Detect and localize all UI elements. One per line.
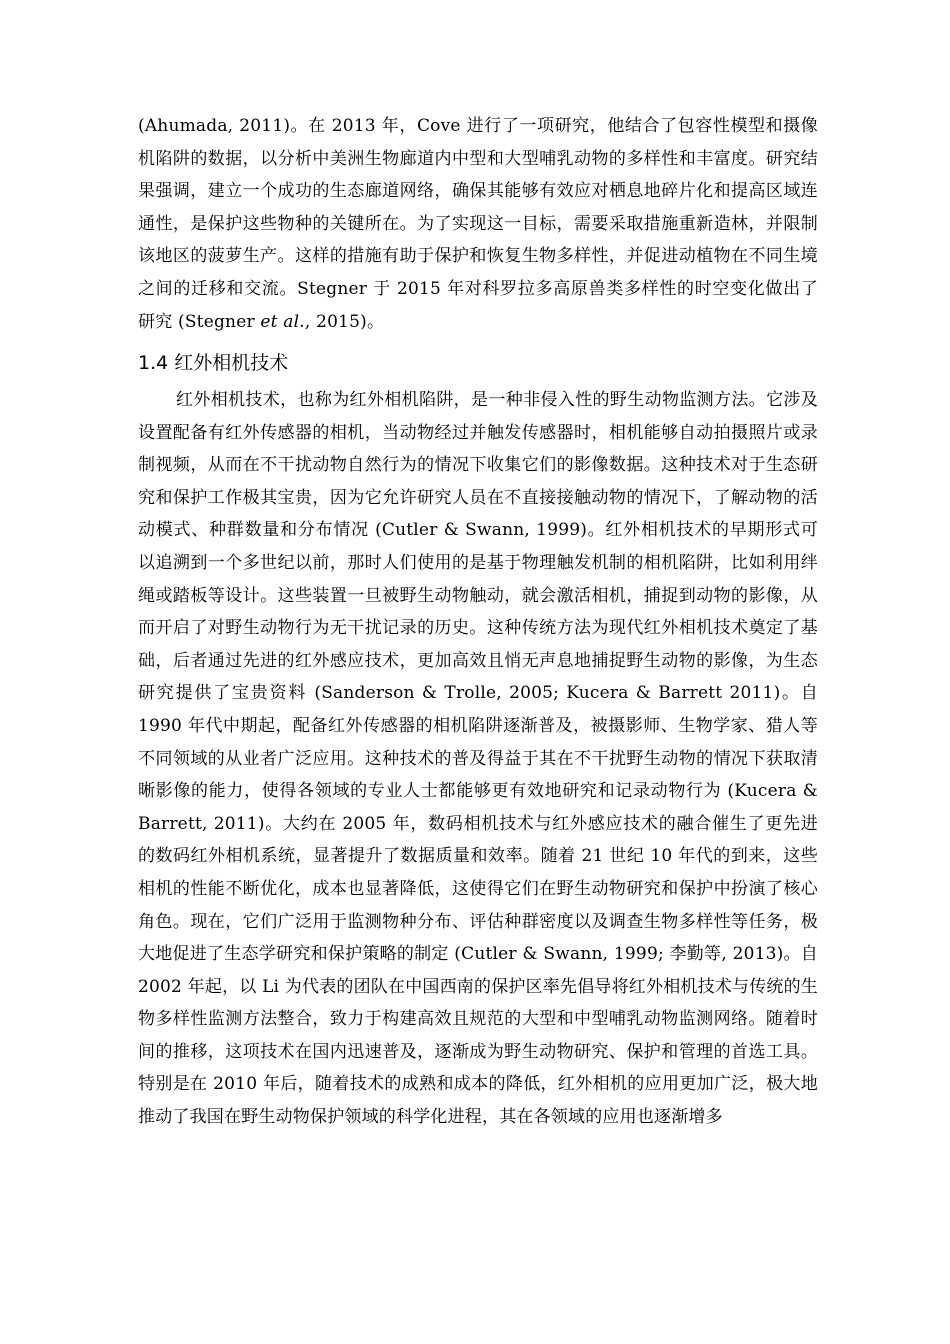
italic-citation-text: et al. [260, 311, 305, 332]
body-paragraph-continued [138, 110, 818, 338]
paragraph-text [138, 110, 818, 338]
paragraph-text-segment: (Ahumada, 2011)。在 2013 年，Cove 进行了一项研究，他结合了包容性模型和摄像机陷阱的数据，以分析中美洲生物廊道内中型和大型哺乳动物的多样性和丰富度。研究结果强调，建立一个成功的生态廊道网络，确保其能够有效应对栖息地碎片化和提高区域连通性，是保护这些物种的关键所在。为了实现这一目标，需要采取措施重新造林，并限制该地区的菠萝生产。这样的措施有助于保护和恢复生物多样性，并促进动植物在不同生境之间的迁移和交流。Stegner 于 2015 年对科罗拉多高原兽类多样性的时空变化做出了研究 (Stegner [138, 116, 818, 332]
section-heading: 1.4 红外相机技术 [138, 352, 289, 374]
body-paragraph [138, 384, 818, 1134]
paragraph-text: 红外相机技术，也称为红外相机陷阱，是一种非侵入性的野生动物监测方法。它涉及设置配备有红外传感器的相机，当动物经过并触发传感器时，相机能够自动拍摄照片或录制视频，从而在不干扰动物自然行为的情况下收集它们的影像数据。这种技术对于生态研究和保护工作极其宝贵，因为它允许研究人员在不直接接触动物的情况下，了解动物的活动模式、种群数量和分布情况 (Cutler & Swann, 1999)。红外相机技术的早期形式可以追溯到一个多世纪以前，那时人们使用的是基于物理触发机制的相机陷阱，比如利用绊绳或踏板等设计。这些装置一旦被野生动物触动，就会激活相机，捕捉到动物的影像，从而开启了对野生动物行为无干扰记录的历史。这种传统方法为现代红外相机技术奠定了基础，后者通过先进的红外感应技术，更加高效且悄无声息地捕捉野生动物的影像，为生态研究提供了宝贵资料 (Sanderson & Trolle, 2005; Kucera & Barrett 2011)。自 1990 年代中期起，配备红外传感器的相机陷阱逐渐普及，被摄影师、生物学家、猎人等不同领域的从业者广泛应用。这种技术的普及得益于其在不干扰野生动物的情况下获取清晰影像的能力，使得各领域的专业人士都能够更有效地研究和记录动物行为 (Kucera & Barrett, 2011)。大约在 2005 年，数码相机技术与红外感应技术的融合催生了更先进的数码红外相机系统，显著提升了数据质量和效率。随着 21 世纪 10 年代的到来，这些相机的性能不断优化，成本也显著降低，这使得它们在野生动物研究和保护中扮演了核心角色。现在，它们广泛用于监测物种分布、评估种群密度以及调查生物多样性等任务，极大地促进了生态学研究和保护策略的制定 (Cutler & Swann, 1999; 李勤等, 2013)。自 2002 年起，以 Li 为代表的团队在中国西南的保护区率先倡导将红外相机技术与传统的生物多样性监测方法整合，致力于构建高效且规范的大型和中型哺乳动物监测网络。随着时间的推移，这项技术在国内迅速普及，逐渐成为野生动物研究、保护和管理的首选工具。特别是在 2010 年后，随着技术的成熟和成本的降低，红外相机的应用更加广泛，极大地推动了我国在野生动物保护领域的科学化进程，其在各领域的应用也逐渐增多 [138, 390, 818, 1128]
paragraph-text-segment: , 2015)。 [304, 311, 385, 332]
section-heading-block [138, 346, 818, 380]
